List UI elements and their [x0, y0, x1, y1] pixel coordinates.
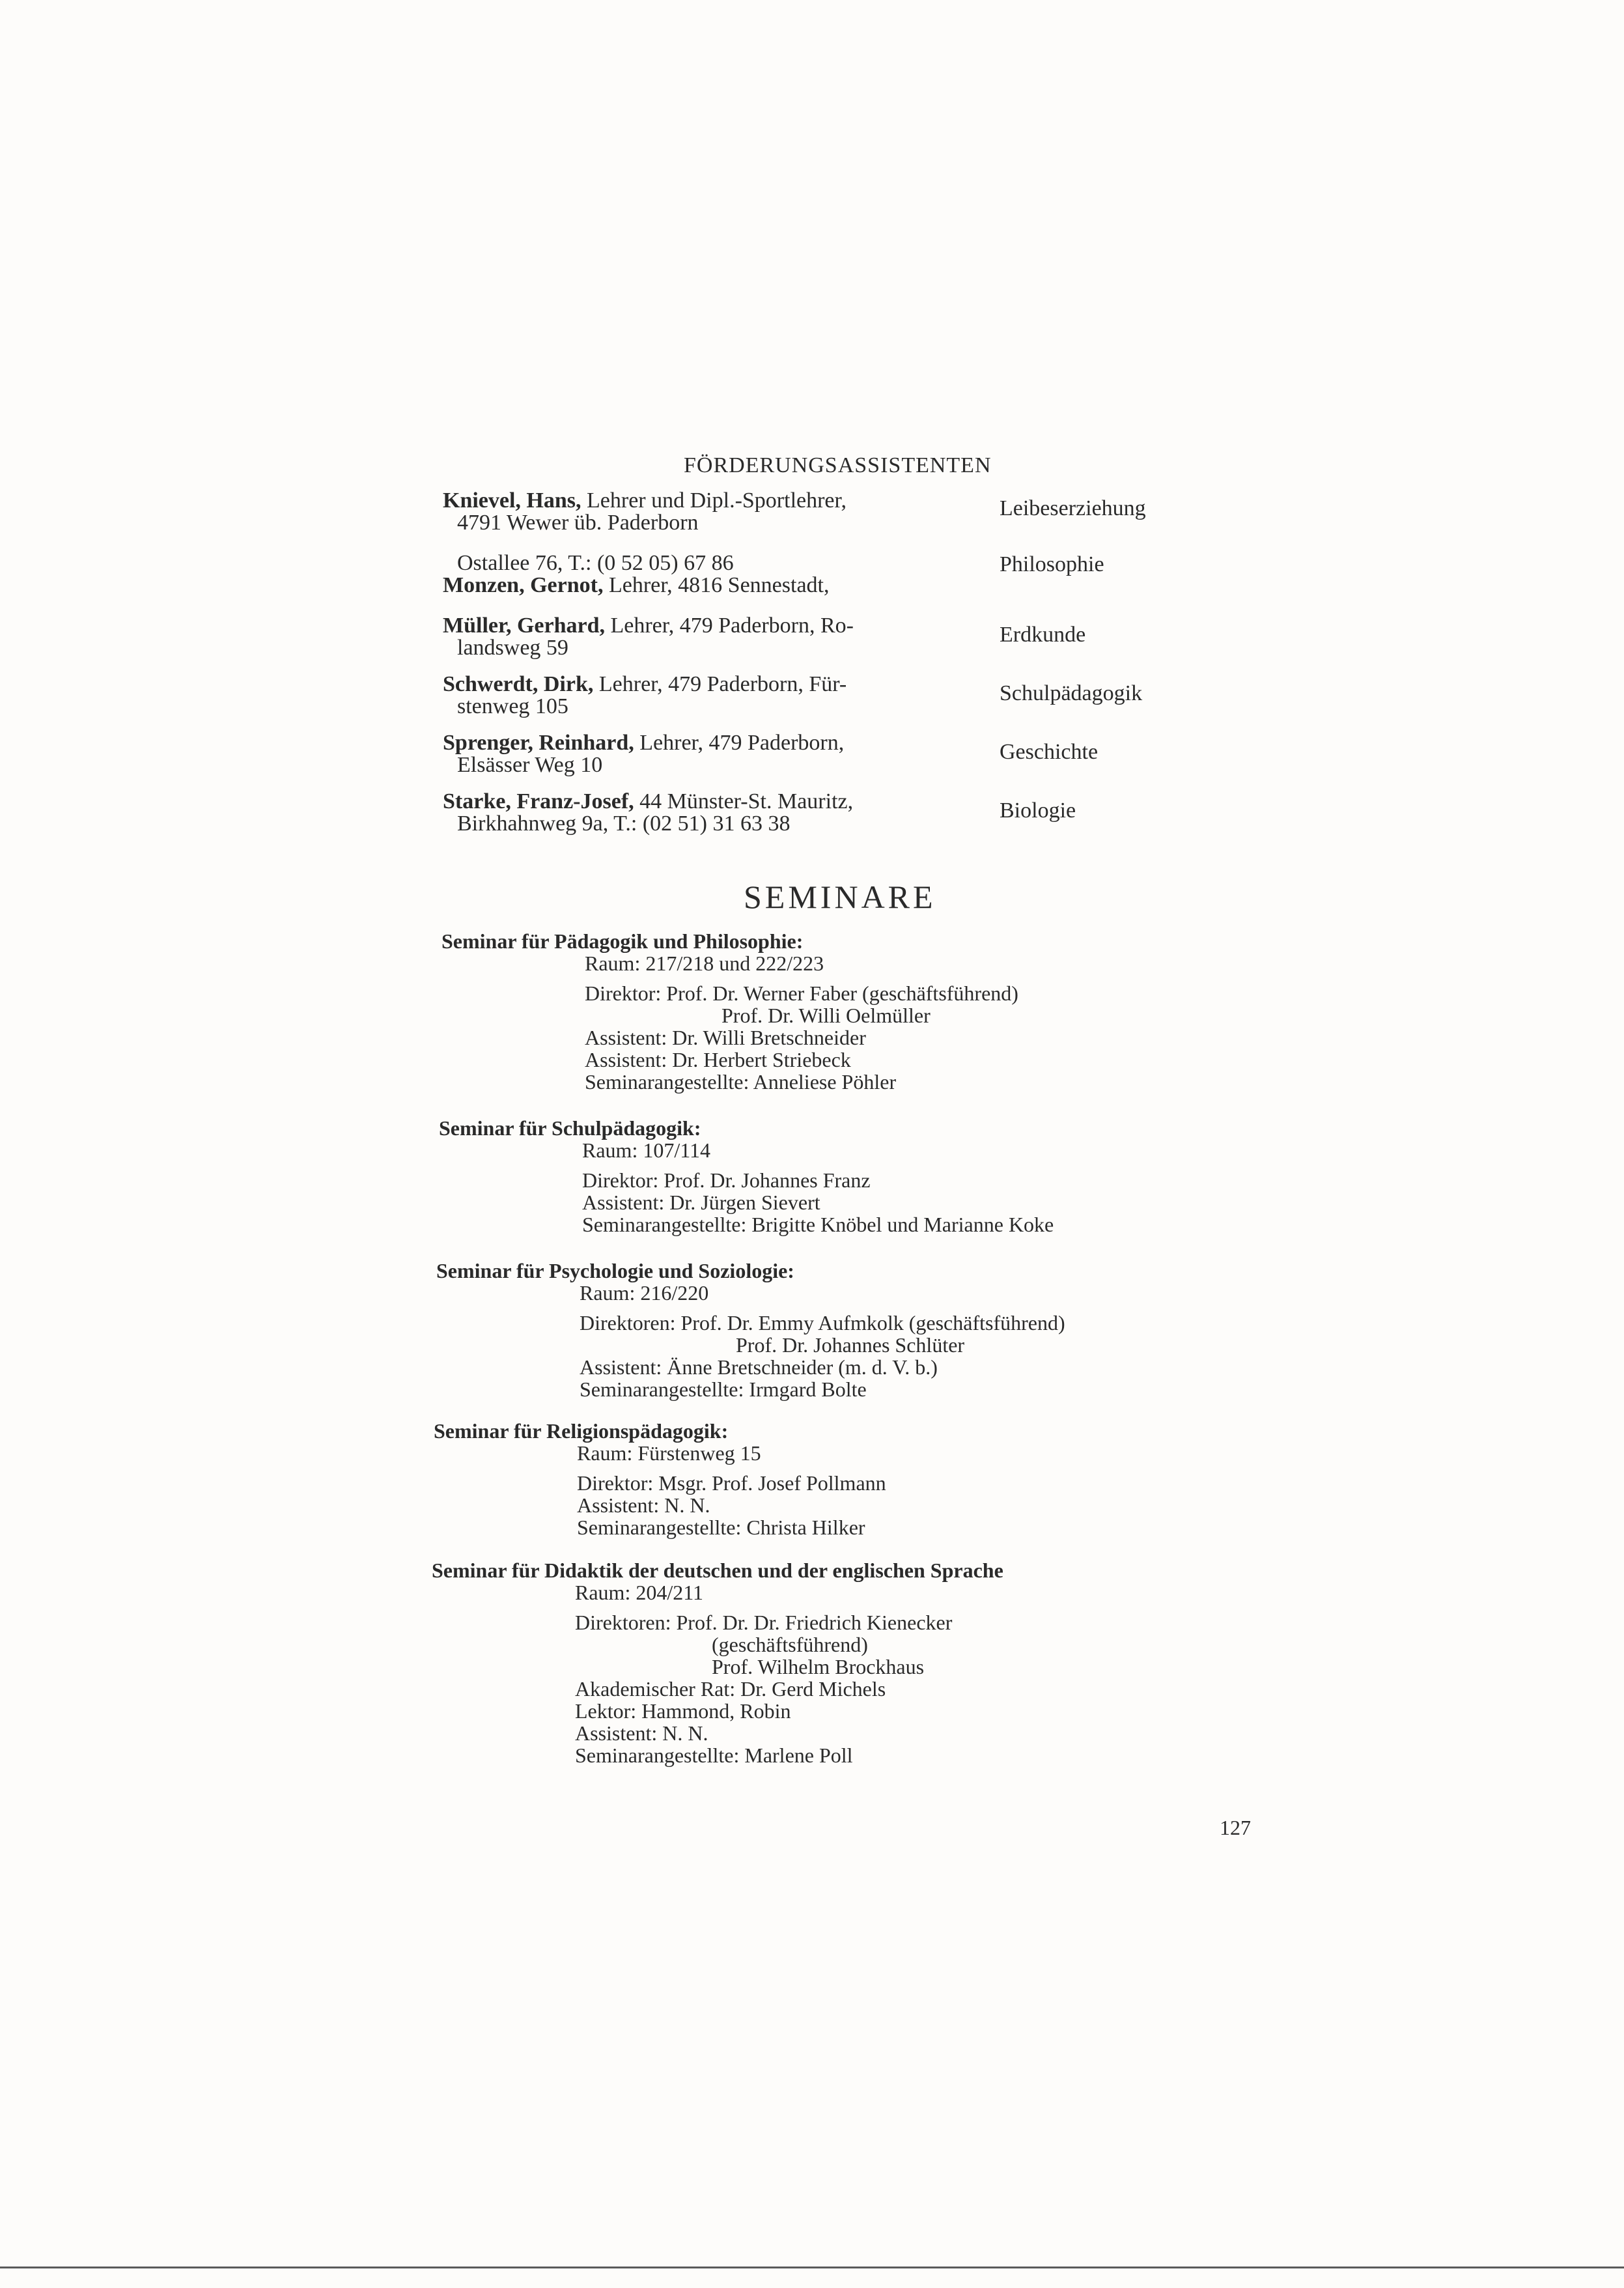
assistant-name: Monzen, Gernot,: [443, 573, 604, 597]
seminar-title: Seminar für Religionspädagogik:: [434, 1419, 729, 1443]
assistant-subject: Erdkunde: [1000, 623, 1086, 647]
seminar-block: [434, 1420, 1267, 1538]
seminar-line: Assistent: Dr. Willi Bretschneider: [585, 1026, 866, 1049]
seminar-title: Seminar für Didaktik der deutschen und der englischen Sprache: [432, 1559, 1003, 1582]
seminar-block: [441, 930, 1275, 1093]
assistant-subject: Schulpädagogik: [1000, 681, 1143, 705]
seminar-block: [439, 1117, 1272, 1236]
seminar-line: Direktoren: Prof. Dr. Emmy Aufmkolk (geschäftsführend): [580, 1311, 1065, 1335]
seminar-line: Prof. Wilhelm Brockhaus: [712, 1655, 925, 1678]
assistant-entry: [443, 552, 1263, 574]
scan-edge-line: [0, 2267, 1624, 2268]
assistant-address: 4791 Wewer üb. Paderborn: [457, 511, 699, 535]
assistant-entry: [443, 673, 1263, 718]
seminar-line: Seminarangestellte: Anneliese Pöhler: [585, 1070, 897, 1094]
seminar-line: Assistent: Änne Bretschneider (m. d. V. b.): [580, 1355, 938, 1379]
page-number: 127: [1220, 1816, 1251, 1839]
seminar-title: Seminar für Schulpädagogik:: [439, 1116, 701, 1140]
assistant-details: 44 Münster-St. Mauritz,: [634, 789, 854, 813]
assistant-address: stenweg 105: [457, 694, 568, 718]
seminar-line: Seminarangestellte: Irmgard Bolte: [580, 1377, 867, 1401]
assistant-entry: [443, 490, 1263, 534]
assistant-name: Starke, Franz-Josef,: [443, 789, 634, 813]
assistant-entry: [443, 791, 1263, 835]
assistants-list: [443, 490, 1263, 835]
seminar-line: Akademischer Rat: Dr. Gerd Michels: [575, 1677, 886, 1701]
seminar-line: Direktor: Prof. Dr. Johannes Franz: [582, 1168, 871, 1192]
assistant-address: landsweg 59: [457, 636, 568, 660]
seminar-line: Assistent: Dr. Herbert Striebeck: [585, 1048, 851, 1071]
assistant-subject: Geschichte: [1000, 740, 1099, 764]
seminar-line: Prof. Dr. Willi Oelmüller: [721, 1004, 931, 1027]
seminar-room: Raum: Fürstenweg 15: [577, 1441, 761, 1465]
seminar-line: Direktor: Msgr. Prof. Josef Pollmann: [577, 1471, 886, 1495]
assistant-entry: [443, 574, 1263, 597]
seminar-line: Direktor: Prof. Dr. Werner Faber (geschäftsführend): [585, 982, 1018, 1005]
seminar-line: Seminarangestellte: Marlene Poll: [575, 1744, 853, 1767]
assistant-address: Birkhahnweg 9a, T.: (02 51) 31 63 38: [457, 812, 791, 836]
assistant-address: Elsässer Weg 10: [457, 753, 603, 777]
assistant-details: Lehrer, 479 Paderborn, Für-: [593, 672, 847, 696]
seminar-line: Prof. Dr. Johannes Schlüter: [736, 1333, 965, 1357]
assistant-entry: [443, 615, 1263, 659]
seminar-line: Seminarangestellte: Brigitte Knöbel und Marianne Koke: [582, 1213, 1054, 1236]
assistant-name: Knievel, Hans,: [443, 488, 581, 513]
assistant-address: Ostallee 76, T.: (0 52 05) 67 86: [457, 551, 734, 575]
assistant-subject: Philosophie: [1000, 552, 1104, 576]
seminar-line: Seminarangestellte: Christa Hilker: [577, 1516, 865, 1539]
seminar-room: Raum: 217/218 und 222/223: [585, 952, 824, 975]
seminar-title: Seminar für Pädagogik und Philosophie:: [441, 929, 804, 953]
assistant-name: Schwerdt, Dirk,: [443, 672, 594, 696]
assistant-details: Lehrer, 479 Paderborn, Ro-: [605, 614, 854, 638]
seminar-room: Raum: 216/220: [580, 1281, 709, 1305]
assistant-details: Lehrer und Dipl.-Sportlehrer,: [581, 488, 847, 513]
seminar-line: Lektor: Hammond, Robin: [575, 1699, 791, 1723]
assistant-details: Lehrer, 4816 Sennestadt,: [603, 573, 830, 597]
assistants-heading: FÖRDERUNGSASSISTENTEN: [684, 453, 992, 477]
assistant-details: Lehrer, 479 Paderborn,: [634, 731, 845, 755]
assistant-name: Müller, Gerhard,: [443, 614, 605, 638]
seminare-heading: SEMINARE: [744, 879, 936, 915]
seminar-line: Direktoren: Prof. Dr. Dr. Friedrich Kienecker: [575, 1611, 953, 1634]
seminar-block: [432, 1559, 1298, 1766]
assistant-subject: Biologie: [1000, 798, 1076, 823]
seminar-block: [436, 1260, 1270, 1400]
assistant-entry: [443, 732, 1263, 776]
seminar-line: (geschäftsführend): [712, 1633, 868, 1656]
seminar-line: Assistent: N. N.: [577, 1493, 710, 1517]
seminar-room: Raum: 107/114: [582, 1138, 711, 1162]
assistant-subject: Leibeserziehung: [1000, 496, 1146, 520]
seminar-room: Raum: 204/211: [575, 1581, 704, 1604]
assistant-name: Sprenger, Reinhard,: [443, 731, 634, 755]
seminar-title: Seminar für Psychologie und Soziologie:: [436, 1259, 794, 1282]
seminar-line: Assistent: Dr. Jürgen Sievert: [582, 1191, 820, 1214]
seminar-line: Assistent: N. N.: [575, 1721, 708, 1745]
